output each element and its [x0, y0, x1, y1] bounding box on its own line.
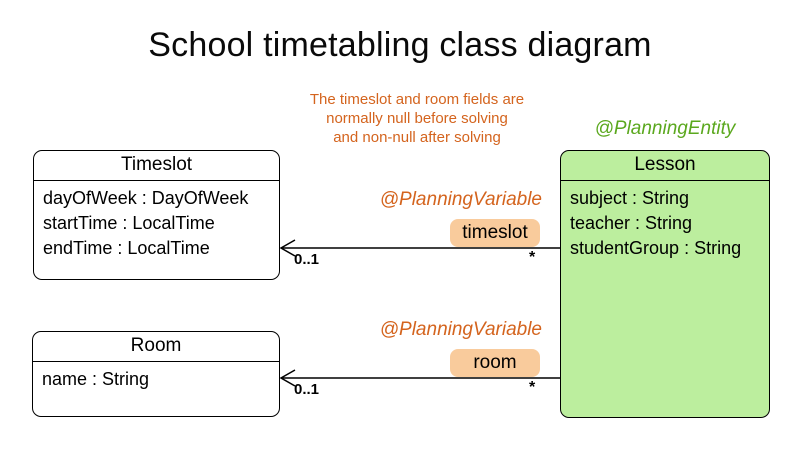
field-name: name : String — [42, 369, 150, 389]
note-line-1: The timeslot and room fields are — [309, 91, 525, 108]
timeslot-variable-label: timeslot — [450, 219, 540, 247]
class-box-timeslot — [33, 150, 280, 280]
class-fields-room — [33, 362, 279, 392]
field-dayofweek: dayOfWeek : DayOfWeek — [43, 188, 249, 208]
note-line-3: and non-null after solving — [333, 129, 501, 146]
solving-note — [257, 90, 577, 147]
room-arrowhead-icon — [281, 370, 295, 386]
note-line-2: normally null before solving — [326, 110, 508, 127]
planning-variable-annotation-room: @PlanningVariable — [379, 319, 542, 340]
class-name-lesson: Lesson — [561, 151, 769, 181]
room-variable-label: room — [450, 349, 540, 377]
class-fields-lesson — [561, 181, 769, 261]
field-endtime: endTime : LocalTime — [43, 238, 210, 258]
class-fields-timeslot — [34, 181, 279, 261]
class-name-timeslot: Timeslot — [34, 151, 279, 181]
diagram-title: School timetabling class diagram — [148, 26, 652, 64]
class-name-room: Room — [33, 332, 279, 362]
field-subject: subject : String — [570, 188, 690, 208]
timeslot-multiplicity-star: * — [529, 249, 536, 266]
room-multiplicity-0-1: 0..1 — [294, 381, 320, 398]
timeslot-multiplicity-0-1: 0..1 — [294, 251, 320, 268]
field-teacher: teacher : String — [570, 213, 693, 233]
planning-entity-annotation: @PlanningEntity — [594, 118, 736, 139]
class-box-room — [32, 331, 280, 417]
room-multiplicity-star: * — [529, 379, 536, 396]
field-studentgroup: studentGroup : String — [570, 238, 742, 258]
timeslot-arrowhead-icon — [281, 240, 295, 256]
planning-variable-annotation-timeslot: @PlanningVariable — [379, 189, 542, 210]
class-box-lesson — [560, 150, 770, 418]
field-starttime: startTime : LocalTime — [43, 213, 215, 233]
